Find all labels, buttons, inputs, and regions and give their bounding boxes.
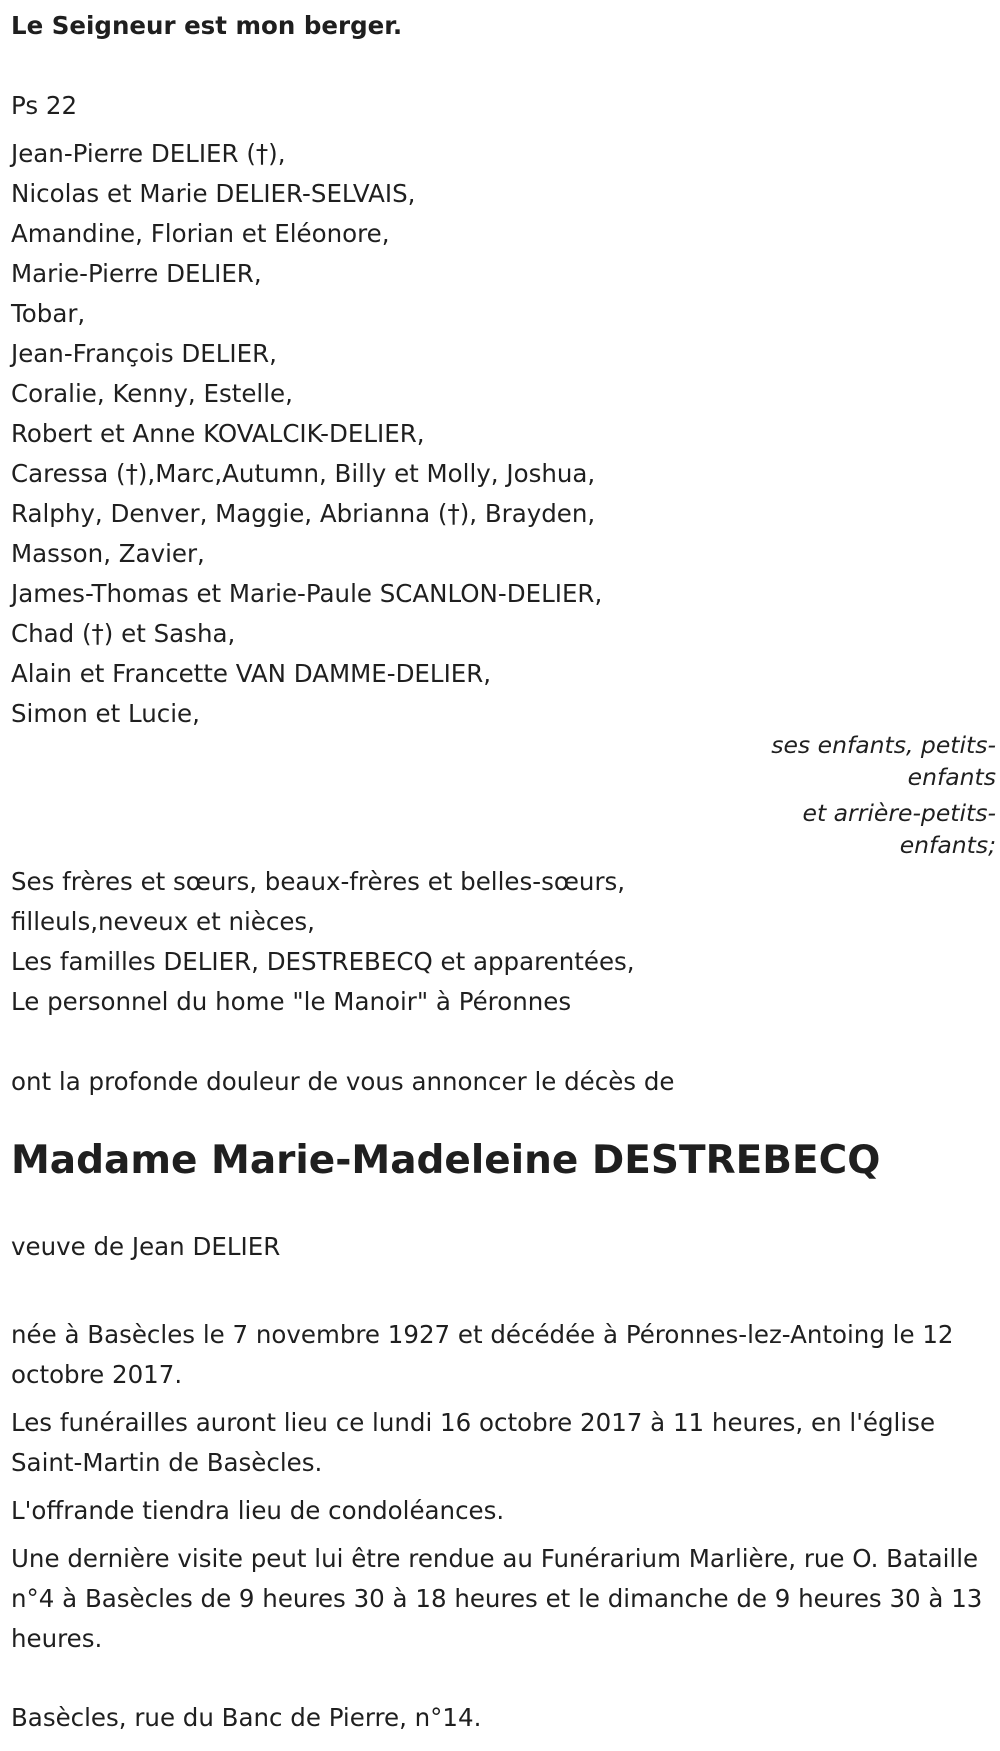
relation-great-grandchildren: [802, 797, 996, 861]
address: Basècles, rue du Banc de Pierre, n°14.: [11, 1703, 482, 1732]
family-line: Jean-Pierre DELIER (†),: [11, 139, 286, 168]
condolences-info: L'offrande tiendra lieu de condoléances.: [11, 1496, 505, 1525]
relatives-line: Le personnel du home "le Manoir" à Péronnes: [11, 987, 572, 1016]
psalm-reference: Ps 22: [11, 91, 78, 120]
relation-children: [771, 729, 996, 793]
widow-of: veuve de Jean DELIER: [11, 1232, 281, 1261]
family-line: Caressa (†),Marc,Autumn, Billy et Molly, Joshua,: [11, 459, 596, 488]
deceased-name: Madame Marie-Madeleine DESTREBECQ: [11, 1138, 881, 1183]
other-relatives: [11, 862, 635, 1022]
family-line: Marie-Pierre DELIER,: [11, 259, 262, 288]
funeral-info: Les funérailles auront lieu ce lundi 16 octobre 2017 à 11 heures, en l'église Saint-Martin de Basècles.: [11, 1408, 936, 1477]
relation-line: enfants: [907, 763, 996, 791]
relation-line: enfants;: [899, 831, 996, 859]
relatives-line: filleuls,neveux et nièces,: [11, 907, 315, 936]
family-list: [11, 134, 602, 734]
family-line: Chad (†) et Sasha,: [11, 619, 236, 648]
family-line: Masson, Zavier,: [11, 539, 205, 568]
epigraph: Le Seigneur est mon berger.: [11, 11, 403, 40]
family-line: Nicolas et Marie DELIER-SELVAIS,: [11, 179, 416, 208]
family-line: Ralphy, Denver, Maggie, Abrianna (†), Brayden,: [11, 499, 596, 528]
family-line: James-Thomas et Marie-Paule SCANLON-DELIER,: [11, 579, 603, 608]
family-line: Jean-François DELIER,: [11, 339, 277, 368]
family-line: Alain et Francette VAN DAMME-DELIER,: [11, 659, 492, 688]
relatives-line: Ses frères et sœurs, beaux-frères et belles-sœurs,: [11, 867, 626, 896]
announcement: ont la profonde douleur de vous annoncer le décès de: [11, 1067, 675, 1096]
relation-line: et arrière-petits-: [802, 799, 996, 827]
family-line: Robert et Anne KOVALCIK-DELIER,: [11, 419, 425, 448]
family-line: Simon et Lucie,: [11, 699, 200, 728]
relatives-line: Les familles DELIER, DESTREBECQ et apparentées,: [11, 947, 635, 976]
family-line: Tobar,: [11, 299, 86, 328]
family-line: Amandine, Florian et Eléonore,: [11, 219, 390, 248]
visitation-info: Une dernière visite peut lui être rendue au Funérarium Marlière, rue O. Bataille n°4 à Basècles de 9 heures 30 à 18 heures et le dimanche de 9 heures 30 à 13 heures.: [11, 1544, 983, 1653]
family-line: Coralie, Kenny, Estelle,: [11, 379, 293, 408]
birth-death-info: née à Basècles le 7 novembre 1927 et décédée à Péronnes-lez-Antoing le 12 octobre 2017.: [11, 1320, 954, 1389]
relation-line: ses enfants, petits-: [771, 731, 996, 759]
